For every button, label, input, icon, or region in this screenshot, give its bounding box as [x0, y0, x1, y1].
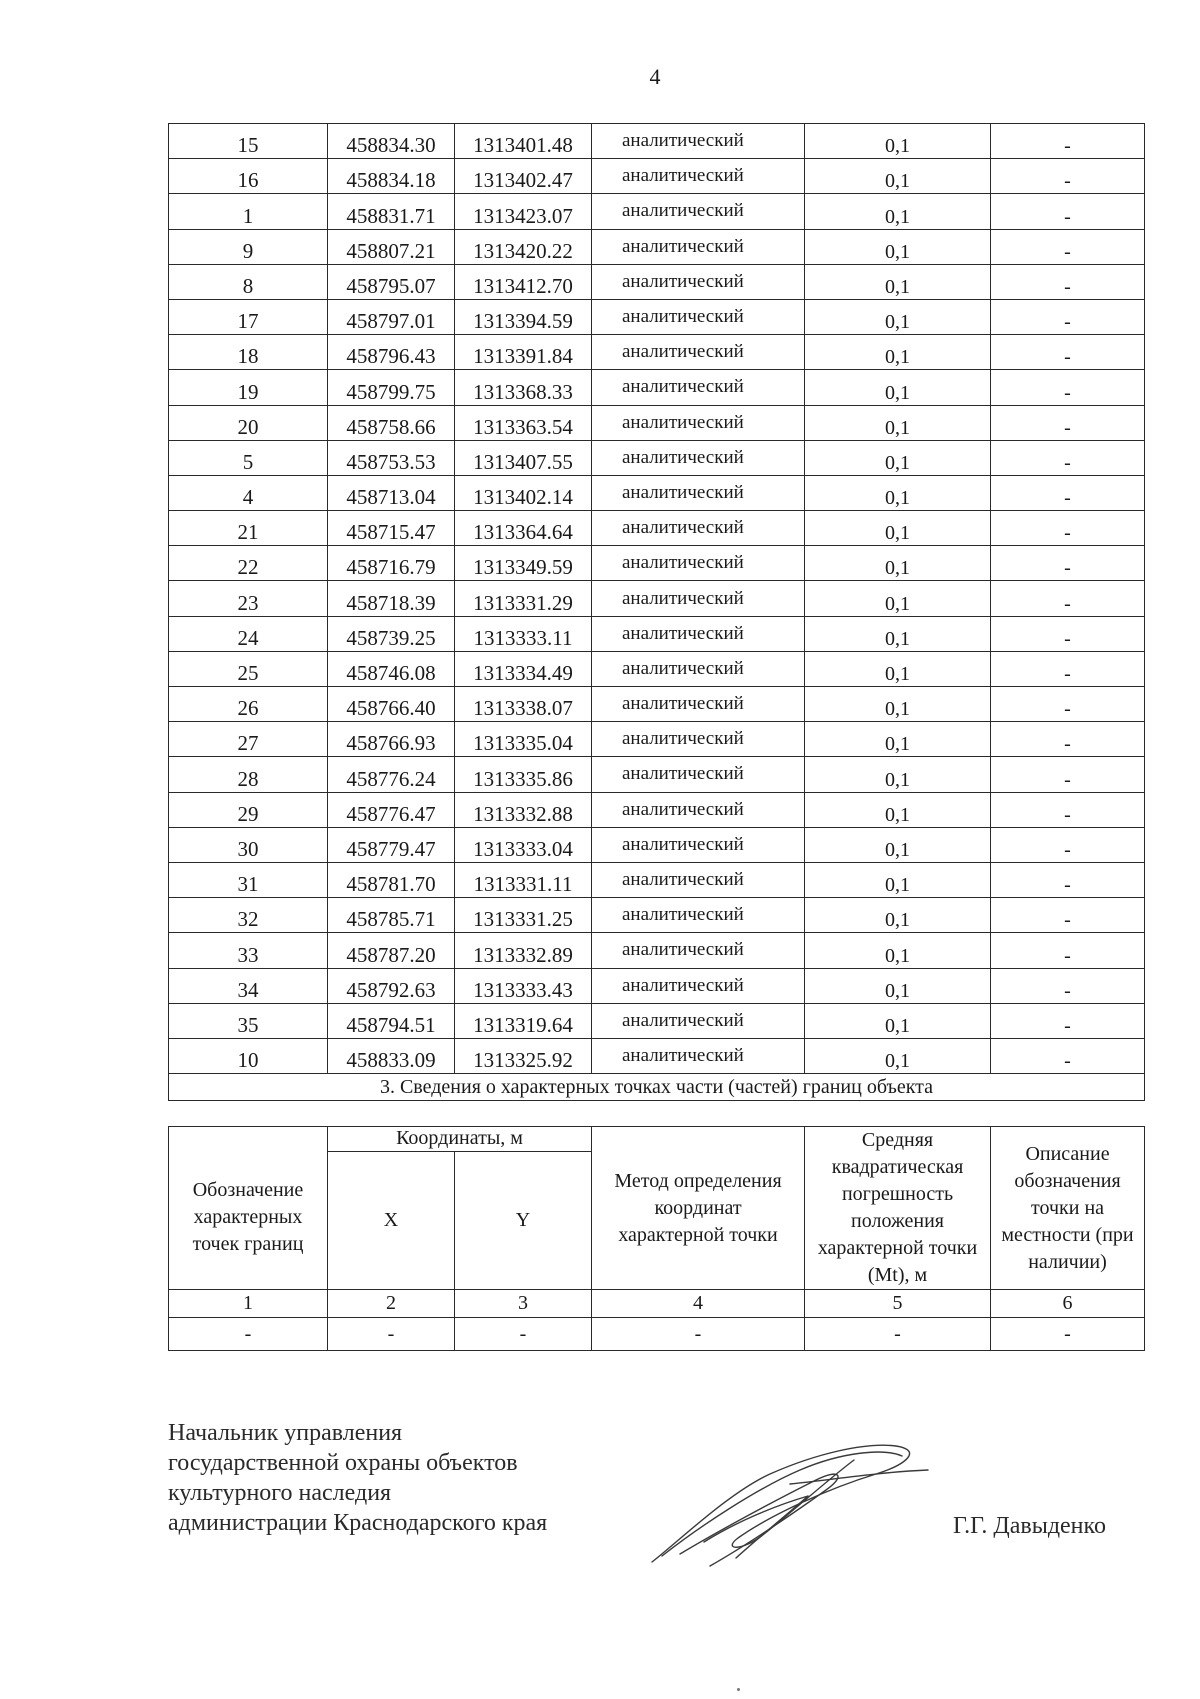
- error-cell: 0,1: [805, 581, 991, 616]
- position-line: Начальник управления: [168, 1420, 403, 1446]
- coordinate-row: [169, 1038, 1145, 1073]
- error-cell: 0,1: [805, 264, 991, 299]
- error-cell: 0,1: [805, 546, 991, 581]
- error-cell: 0,1: [805, 651, 991, 686]
- coordinate-row: [169, 159, 1145, 194]
- y-cell: 1313335.04: [455, 722, 592, 757]
- position-line: администрации Краснодарского края: [168, 1510, 548, 1536]
- x-cell: 458831.71: [328, 194, 455, 229]
- x-cell: 458796.43: [328, 335, 455, 370]
- point-cell: 9: [169, 229, 328, 264]
- coordinate-row: [169, 229, 1145, 264]
- coordinate-row: [169, 862, 1145, 897]
- y-cell: 1313332.89: [455, 933, 592, 968]
- error-cell: 0,1: [805, 757, 991, 792]
- description-cell: -: [991, 546, 1145, 581]
- header-error: Средняя квадратическая погрешность положения характерной точки (Mt), м: [805, 1127, 991, 1290]
- error-cell: 0,1: [805, 827, 991, 862]
- coordinate-row: [169, 651, 1145, 686]
- description-cell: -: [991, 616, 1145, 651]
- coordinate-row: [169, 581, 1145, 616]
- point-cell: 16: [169, 159, 328, 194]
- error-cell: 0,1: [805, 229, 991, 264]
- method-cell: аналитический: [592, 229, 805, 264]
- position-line: культурного наследия: [168, 1480, 392, 1506]
- header-designation: Обозначение характерных точек границ: [169, 1127, 328, 1290]
- x-cell: 458795.07: [328, 264, 455, 299]
- description-cell: -: [991, 757, 1145, 792]
- x-cell: 458713.04: [328, 475, 455, 510]
- y-cell: 1313401.48: [455, 124, 592, 159]
- coordinate-row: [169, 827, 1145, 862]
- method-cell: аналитический: [592, 722, 805, 757]
- x-cell: 458766.93: [328, 722, 455, 757]
- x-cell: 458807.21: [328, 229, 455, 264]
- description-cell: -: [991, 1003, 1145, 1038]
- method-cell: аналитический: [592, 1038, 805, 1073]
- point-cell: 10: [169, 1038, 328, 1073]
- x-cell: 458776.47: [328, 792, 455, 827]
- y-cell: 1313331.25: [455, 898, 592, 933]
- empty-cell: -: [169, 1318, 328, 1351]
- point-cell: 27: [169, 722, 328, 757]
- coordinate-row: [169, 898, 1145, 933]
- error-cell: 0,1: [805, 440, 991, 475]
- coordinate-row: [169, 440, 1145, 475]
- point-cell: 30: [169, 827, 328, 862]
- x-cell: 458758.66: [328, 405, 455, 440]
- description-cell: -: [991, 194, 1145, 229]
- coordinate-row: [169, 475, 1145, 510]
- coordinate-row: [169, 194, 1145, 229]
- error-cell: 0,1: [805, 792, 991, 827]
- y-cell: 1313394.59: [455, 299, 592, 334]
- method-cell: аналитический: [592, 264, 805, 299]
- column-number: 5: [805, 1290, 991, 1318]
- coordinates-table-body: [169, 124, 1145, 1101]
- description-cell: -: [991, 370, 1145, 405]
- x-cell: 458833.09: [328, 1038, 455, 1073]
- y-cell: 1313363.54: [455, 405, 592, 440]
- y-cell: 1313332.88: [455, 792, 592, 827]
- point-cell: 31: [169, 862, 328, 897]
- coordinates-table: [168, 123, 1145, 1101]
- x-cell: 458766.40: [328, 687, 455, 722]
- error-cell: 0,1: [805, 862, 991, 897]
- method-cell: аналитический: [592, 651, 805, 686]
- x-cell: 458715.47: [328, 511, 455, 546]
- header-y: Y: [455, 1152, 592, 1290]
- error-cell: 0,1: [805, 124, 991, 159]
- error-cell: 0,1: [805, 616, 991, 651]
- y-cell: 1313349.59: [455, 546, 592, 581]
- y-cell: 1313331.11: [455, 862, 592, 897]
- description-cell: -: [991, 898, 1145, 933]
- method-cell: аналитический: [592, 687, 805, 722]
- description-cell: -: [991, 511, 1145, 546]
- coordinate-row: [169, 968, 1145, 1003]
- empty-cell: -: [805, 1318, 991, 1351]
- coordinate-row: [169, 722, 1145, 757]
- header-coordinates: Координаты, м: [328, 1127, 592, 1152]
- error-cell: 0,1: [805, 335, 991, 370]
- method-cell: аналитический: [592, 546, 805, 581]
- description-cell: -: [991, 475, 1145, 510]
- x-cell: 458799.75: [328, 370, 455, 405]
- description-cell: -: [991, 159, 1145, 194]
- x-cell: 458834.30: [328, 124, 455, 159]
- scan-dot: [737, 1688, 740, 1691]
- y-cell: 1313420.22: [455, 229, 592, 264]
- method-cell: аналитический: [592, 933, 805, 968]
- y-cell: 1313333.43: [455, 968, 592, 1003]
- method-cell: аналитический: [592, 475, 805, 510]
- method-cell: аналитический: [592, 440, 805, 475]
- coordinate-row: [169, 687, 1145, 722]
- y-cell: 1313335.86: [455, 757, 592, 792]
- error-cell: 0,1: [805, 194, 991, 229]
- method-cell: аналитический: [592, 968, 805, 1003]
- column-number: 2: [328, 1290, 455, 1318]
- signatory-position: [168, 1418, 547, 1538]
- error-cell: 0,1: [805, 475, 991, 510]
- y-cell: 1313402.47: [455, 159, 592, 194]
- y-cell: 1313338.07: [455, 687, 592, 722]
- coordinate-row: [169, 757, 1145, 792]
- x-cell: 458746.08: [328, 651, 455, 686]
- column-number: 1: [169, 1290, 328, 1318]
- y-cell: 1313325.92: [455, 1038, 592, 1073]
- method-cell: аналитический: [592, 124, 805, 159]
- x-cell: 458834.18: [328, 159, 455, 194]
- description-cell: -: [991, 299, 1145, 334]
- method-cell: аналитический: [592, 405, 805, 440]
- column-number: 3: [455, 1290, 592, 1318]
- y-cell: 1313423.07: [455, 194, 592, 229]
- description-cell: -: [991, 581, 1145, 616]
- x-cell: 458785.71: [328, 898, 455, 933]
- x-cell: 458718.39: [328, 581, 455, 616]
- x-cell: 458797.01: [328, 299, 455, 334]
- point-cell: 32: [169, 898, 328, 933]
- description-cell: -: [991, 264, 1145, 299]
- y-cell: 1313402.14: [455, 475, 592, 510]
- description-cell: -: [991, 862, 1145, 897]
- method-cell: аналитический: [592, 757, 805, 792]
- x-cell: 458753.53: [328, 440, 455, 475]
- column-number: 4: [592, 1290, 805, 1318]
- y-cell: 1313333.04: [455, 827, 592, 862]
- method-cell: аналитический: [592, 299, 805, 334]
- description-cell: -: [991, 827, 1145, 862]
- coordinate-row: [169, 405, 1145, 440]
- point-cell: 8: [169, 264, 328, 299]
- point-cell: 23: [169, 581, 328, 616]
- x-cell: 458787.20: [328, 933, 455, 968]
- method-cell: аналитический: [592, 862, 805, 897]
- header-x: X: [328, 1152, 455, 1290]
- description-cell: -: [991, 933, 1145, 968]
- header-description: Описание обозначения точки на местности (при наличии): [991, 1127, 1145, 1290]
- error-cell: 0,1: [805, 898, 991, 933]
- description-cell: -: [991, 124, 1145, 159]
- header-method: Метод определения координат характерной точки: [592, 1127, 805, 1290]
- method-cell: аналитический: [592, 898, 805, 933]
- x-cell: 458716.79: [328, 546, 455, 581]
- error-cell: 0,1: [805, 370, 991, 405]
- column-number: 6: [991, 1290, 1145, 1318]
- point-cell: 4: [169, 475, 328, 510]
- y-cell: 1313331.29: [455, 581, 592, 616]
- coordinate-row: [169, 511, 1145, 546]
- error-cell: 0,1: [805, 511, 991, 546]
- method-cell: аналитический: [592, 335, 805, 370]
- error-cell: 0,1: [805, 687, 991, 722]
- x-cell: 458776.24: [328, 757, 455, 792]
- method-cell: аналитический: [592, 792, 805, 827]
- point-cell: 35: [169, 1003, 328, 1038]
- point-cell: 17: [169, 299, 328, 334]
- empty-cell: -: [328, 1318, 455, 1351]
- description-cell: -: [991, 229, 1145, 264]
- method-cell: аналитический: [592, 581, 805, 616]
- error-cell: 0,1: [805, 933, 991, 968]
- coordinate-row: [169, 546, 1145, 581]
- y-cell: 1313391.84: [455, 335, 592, 370]
- signer-name: Г.Г. Давыденко: [953, 1513, 1106, 1539]
- coordinate-row: [169, 1003, 1145, 1038]
- coordinate-row: [169, 933, 1145, 968]
- method-cell: аналитический: [592, 370, 805, 405]
- part-boundary-table: [168, 1126, 1145, 1351]
- y-cell: 1313334.49: [455, 651, 592, 686]
- point-cell: 22: [169, 546, 328, 581]
- coordinate-row: [169, 124, 1145, 159]
- empty-cell: -: [455, 1318, 592, 1351]
- description-cell: -: [991, 968, 1145, 1003]
- point-cell: 28: [169, 757, 328, 792]
- y-cell: 1313407.55: [455, 440, 592, 475]
- error-cell: 0,1: [805, 405, 991, 440]
- description-cell: -: [991, 440, 1145, 475]
- x-cell: 458792.63: [328, 968, 455, 1003]
- coordinate-row: [169, 335, 1145, 370]
- method-cell: аналитический: [592, 827, 805, 862]
- point-cell: 25: [169, 651, 328, 686]
- point-cell: 1: [169, 194, 328, 229]
- error-cell: 0,1: [805, 1003, 991, 1038]
- empty-cell: -: [991, 1318, 1145, 1351]
- description-cell: -: [991, 335, 1145, 370]
- coordinate-row: [169, 299, 1145, 334]
- page-number: 4: [649, 64, 661, 89]
- point-cell: 29: [169, 792, 328, 827]
- point-cell: 34: [169, 968, 328, 1003]
- method-cell: аналитический: [592, 194, 805, 229]
- error-cell: 0,1: [805, 1038, 991, 1073]
- coordinate-row: [169, 370, 1145, 405]
- section-title: 3. Сведения о характерных точках части (частей) границ объекта: [169, 1074, 1145, 1101]
- y-cell: 1313333.11: [455, 616, 592, 651]
- description-cell: -: [991, 792, 1145, 827]
- section-title-row: [169, 1074, 1145, 1101]
- point-cell: 18: [169, 335, 328, 370]
- coordinate-row: [169, 792, 1145, 827]
- x-cell: 458779.47: [328, 827, 455, 862]
- point-cell: 21: [169, 511, 328, 546]
- x-cell: 458781.70: [328, 862, 455, 897]
- point-cell: 5: [169, 440, 328, 475]
- error-cell: 0,1: [805, 299, 991, 334]
- description-cell: -: [991, 1038, 1145, 1073]
- point-cell: 24: [169, 616, 328, 651]
- coordinate-row: [169, 264, 1145, 299]
- x-cell: 458794.51: [328, 1003, 455, 1038]
- point-cell: 20: [169, 405, 328, 440]
- point-cell: 26: [169, 687, 328, 722]
- method-cell: аналитический: [592, 159, 805, 194]
- method-cell: аналитический: [592, 616, 805, 651]
- x-cell: 458739.25: [328, 616, 455, 651]
- y-cell: 1313364.64: [455, 511, 592, 546]
- y-cell: 1313412.70: [455, 264, 592, 299]
- empty-cell: -: [592, 1318, 805, 1351]
- description-cell: -: [991, 722, 1145, 757]
- position-line: государственной охраны объектов: [168, 1450, 518, 1476]
- point-cell: 15: [169, 124, 328, 159]
- method-cell: аналитический: [592, 1003, 805, 1038]
- description-cell: -: [991, 405, 1145, 440]
- description-cell: -: [991, 687, 1145, 722]
- point-cell: 19: [169, 370, 328, 405]
- coordinate-row: [169, 616, 1145, 651]
- point-cell: 33: [169, 933, 328, 968]
- error-cell: 0,1: [805, 968, 991, 1003]
- error-cell: 0,1: [805, 159, 991, 194]
- handwritten-signature: [640, 1430, 930, 1570]
- y-cell: 1313319.64: [455, 1003, 592, 1038]
- error-cell: 0,1: [805, 722, 991, 757]
- description-cell: -: [991, 651, 1145, 686]
- y-cell: 1313368.33: [455, 370, 592, 405]
- method-cell: аналитический: [592, 511, 805, 546]
